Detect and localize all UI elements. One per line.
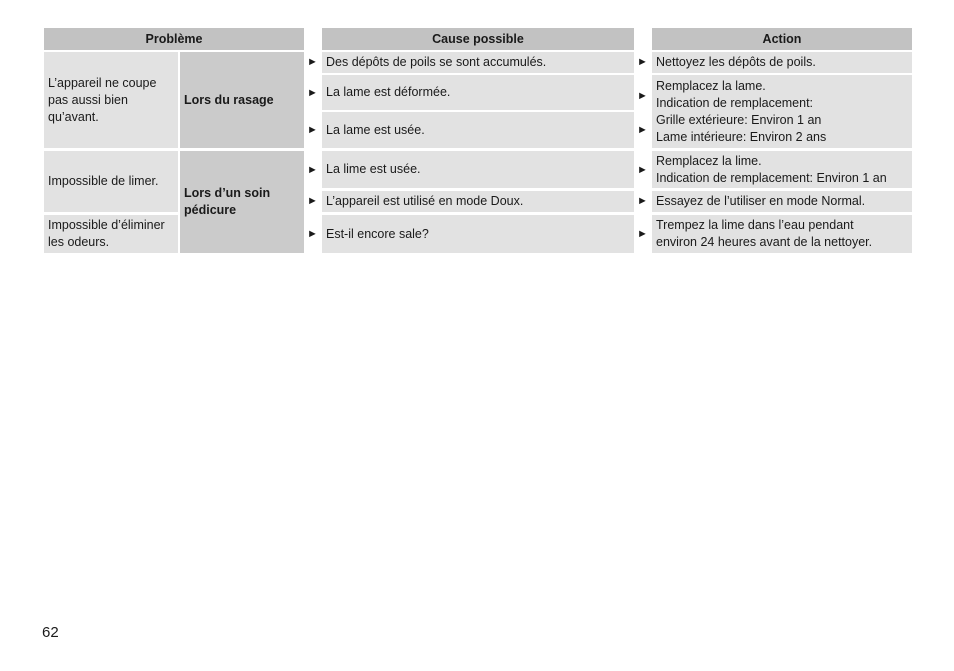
cause-text-3: La lame est usée.	[326, 122, 425, 137]
problem-text-2: Impossible de limer.	[48, 174, 159, 188]
action-text-2-line-3: Grille extérieure: Environ 1 an	[656, 113, 822, 127]
context-text-1: Lors du rasage	[184, 92, 274, 107]
cause-arrow-4: ►	[307, 164, 318, 176]
action-arrow-2a: ►	[637, 90, 648, 102]
cause-text-6: Est-il encore sale?	[326, 226, 429, 241]
cause-arrow-5: ►	[307, 195, 318, 207]
cause-text-5: L’appareil est utilisé en mode Doux.	[326, 194, 524, 208]
context-cell-2	[180, 151, 304, 253]
header-action: Action	[652, 28, 912, 50]
header-cause: Cause possible	[322, 28, 634, 50]
action-text-3-line-1: Remplacez la lime.	[656, 154, 762, 168]
cause-cell-6	[322, 215, 634, 253]
action-arrow-4: ►	[637, 195, 648, 207]
cause-text-2: La lame est déformée.	[326, 85, 451, 99]
action-text-4: Essayez de l’utiliser en mode Normal.	[656, 194, 866, 208]
problem-cell-1	[44, 52, 178, 148]
action-text-2-line-1: Remplacez la lame.	[656, 79, 766, 93]
action-arrow-2b: ►	[637, 124, 648, 136]
header-problem: Problème	[44, 28, 304, 50]
context-cell-1	[180, 52, 304, 148]
action-text-5-line-1: Trempez la lime dans l’eau pendant	[656, 218, 854, 232]
cause-arrow-1: ►	[307, 56, 318, 68]
cause-cell-5	[322, 191, 634, 212]
context-text-2: Lors d’un soin pédicure	[184, 186, 271, 217]
problem-text-1: L’appareil ne coupe pas aussi bien qu’avant.	[48, 75, 157, 124]
cause-text-4: La lime est usée.	[326, 162, 421, 176]
action-text-2-line-4: Lame intérieure: Environ 2 ans	[656, 130, 827, 144]
action-cell-3	[652, 151, 912, 188]
action-cell-5	[652, 215, 912, 253]
cause-cell-1	[322, 52, 634, 73]
cause-arrow-6: ►	[307, 228, 318, 240]
problem-cell-2	[44, 151, 178, 212]
page-number: 62	[42, 624, 59, 641]
cause-cell-4	[322, 151, 634, 188]
cause-cell-2	[322, 75, 634, 110]
problem-text-3: Impossible d’éliminer les odeurs.	[48, 218, 165, 249]
cause-cell-3	[322, 112, 634, 148]
action-text-1: Nettoyez les dépôts de poils.	[656, 55, 816, 69]
action-arrow-1: ►	[637, 56, 648, 68]
problem-cell-3	[44, 215, 178, 253]
action-arrow-5: ►	[637, 228, 648, 240]
cause-arrow-3: ►	[307, 124, 318, 136]
cause-text-1: Des dépôts de poils se sont accumulés.	[326, 55, 547, 69]
action-cell-2	[652, 75, 912, 148]
action-text-5-line-2: environ 24 heures avant de la nettoyer.	[656, 235, 873, 249]
action-cell-4	[652, 191, 912, 212]
action-arrow-3: ►	[637, 164, 648, 176]
cause-arrow-2: ►	[307, 87, 318, 99]
action-cell-1	[652, 52, 912, 73]
action-text-2-line-2: Indication de remplacement:	[656, 96, 814, 110]
action-text-3-line-2: Indication de remplacement: Environ 1 an	[656, 171, 887, 185]
